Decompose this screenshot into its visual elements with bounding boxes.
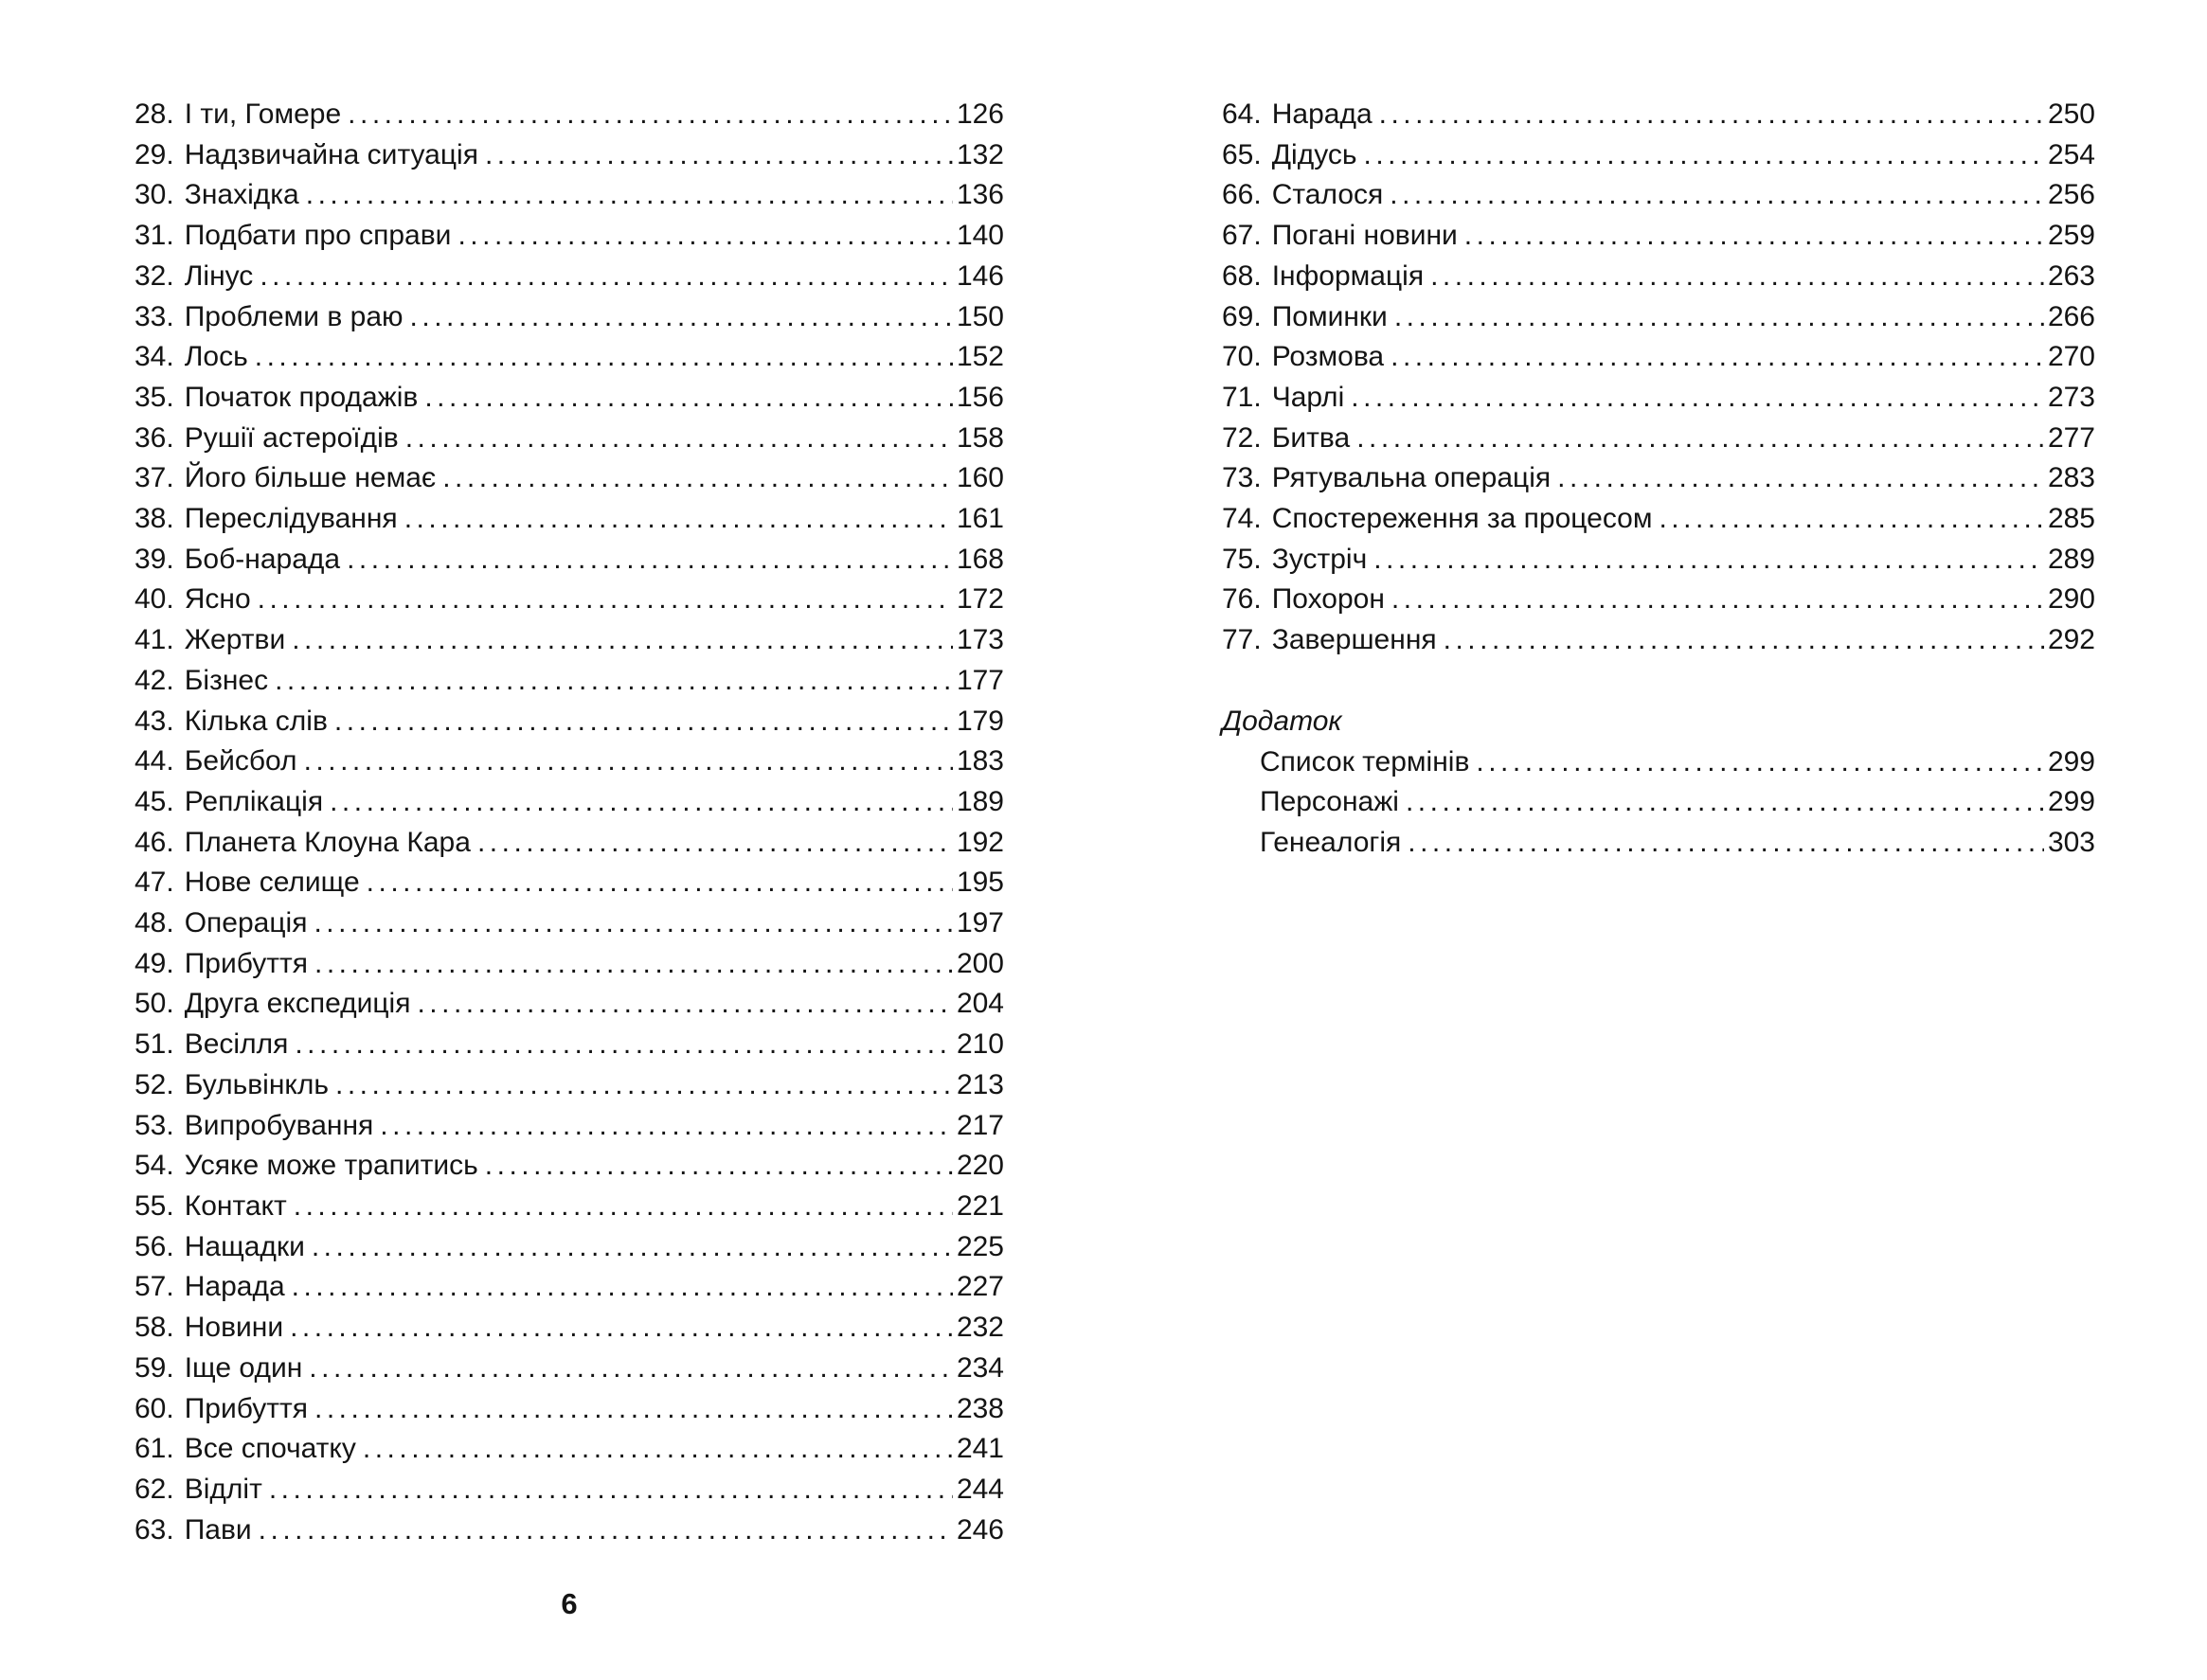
chapter-title: Дідусь [1271,138,1357,170]
dot-leader [458,216,953,257]
dot-leader [367,863,953,903]
chapter-number: 60. [135,1392,174,1424]
toc-entry [135,216,1004,257]
toc-entry [1222,297,2095,338]
chapter-page-number: 270 [2047,341,2095,373]
toc-entry [1222,458,2095,499]
chapter-page-number: 152 [956,341,1004,373]
toc-entry [135,1065,1004,1106]
chapter-page-number: 225 [956,1230,1004,1262]
chapter-title: Поминки [1271,300,1388,332]
chapter-title: Переслідування [184,503,398,535]
dot-leader [314,1389,953,1430]
chapter-number: 69. [1222,300,1262,332]
dot-leader [1391,337,2044,378]
chapter-number: 44. [135,745,174,777]
chapter-title: І ти, Гомере [184,98,342,130]
dot-leader [1444,620,2044,661]
toc-entry [135,1510,1004,1551]
chapter-title: Реплікація [184,785,324,817]
chapter-number: 64. [1222,98,1262,130]
chapter-page-number: 189 [956,785,1004,817]
appendix-section [1222,702,2095,864]
chapter-title: Рушії астероїдів [184,421,399,454]
chapter-page-number: 292 [2047,624,2095,656]
toc-entries-right [1222,95,2095,661]
chapter-page-number: 263 [2047,259,2095,292]
dot-leader [309,1349,953,1389]
chapter-title: Лінус [184,259,254,292]
chapter-page-number: 210 [956,1028,1004,1061]
dot-leader [1356,419,2044,459]
chapter-title: Розмова [1271,341,1385,373]
chapter-number: 67. [1222,220,1262,252]
toc-entry [135,1349,1004,1389]
dot-leader [417,984,952,1025]
dot-leader [304,742,953,782]
toc-entry [1222,216,2095,257]
chapter-page-number: 183 [956,745,1004,777]
chapter-number: 76. [1222,583,1262,616]
chapter-page-number: 217 [956,1109,1004,1141]
chapter-number: 57. [135,1271,174,1303]
chapter-number: 68. [1222,259,1262,292]
chapter-title: Інформація [1271,259,1425,292]
chapter-number: 59. [135,1351,174,1384]
chapter-page-number: 146 [956,259,1004,292]
chapter-page-number: 136 [956,179,1004,211]
toc-entry [135,1106,1004,1147]
chapter-page-number: 277 [2047,421,2095,454]
toc-entry [135,1389,1004,1430]
dot-leader [330,782,953,823]
appendix-entries [1222,742,2095,864]
chapter-page-number: 220 [956,1150,1004,1182]
chapter-number: 30. [135,179,174,211]
chapter-page-number: 256 [2047,179,2095,211]
chapter-title: Весілля [184,1028,289,1061]
dot-leader [380,1106,953,1147]
toc-entry [135,95,1004,135]
dot-leader [1351,378,2044,419]
chapter-title: Все спочатку [184,1433,356,1465]
page-number: 6 [561,1587,578,1620]
toc-entry [135,742,1004,782]
dot-leader [314,944,953,985]
chapter-title: Іще один [184,1351,303,1384]
dot-leader [1373,540,2044,581]
chapter-number: 75. [1222,543,1262,575]
chapter-title: Завершення [1271,624,1437,656]
dot-leader [292,620,953,661]
toc-entry [135,1470,1004,1510]
chapter-number: 33. [135,300,174,332]
chapter-number: 70. [1222,341,1262,373]
appendix-heading: Додаток [1222,705,1342,737]
chapter-page-number: 299 [2047,745,2095,777]
chapter-title: Нарада [184,1271,285,1303]
chapter-title: Випробування [184,1109,374,1141]
chapter-number: 72. [1222,421,1262,454]
chapter-title: Подбати про справи [184,220,452,252]
chapter-title: Погані новини [1271,220,1458,252]
chapter-number: 77. [1222,624,1262,656]
dot-leader [1391,580,2044,620]
dot-leader [1557,458,2044,499]
chapter-title: Битва [1271,421,1351,454]
chapter-number: 36. [135,421,174,454]
chapter-number: 42. [135,664,174,696]
chapter-title: Кілька слів [184,705,328,737]
dot-leader [442,458,953,499]
dot-leader [1464,216,2044,257]
chapter-title: Знахідка [184,179,299,211]
chapter-number: 52. [135,1068,174,1100]
dot-leader [1364,135,2044,176]
toc-entry [135,257,1004,297]
chapter-title: Бейсбол [184,745,297,777]
dot-leader [477,823,953,864]
chapter-number: 63. [135,1513,174,1546]
toc-entry [135,297,1004,338]
dot-leader [314,903,952,944]
chapter-title: Нове селище [184,867,360,899]
toc-column-right [1222,95,2095,864]
chapter-number: 40. [135,583,174,616]
chapter-number: 49. [135,947,174,979]
chapter-number: 53. [135,1109,174,1141]
chapter-number: 38. [135,503,174,535]
dot-leader [404,499,953,540]
chapter-title: Генеалогія [1260,826,1402,858]
chapter-page-number: 156 [956,381,1004,413]
toc-entry [135,1227,1004,1268]
dot-leader [485,135,953,176]
chapter-page-number: 221 [956,1189,1004,1222]
toc-entry [1222,378,2095,419]
chapter-page-number: 126 [956,98,1004,130]
toc-entry [135,419,1004,459]
toc-entry [135,782,1004,823]
chapter-number: 39. [135,543,174,575]
toc-entry [135,175,1004,216]
chapter-title: Нащадки [184,1230,305,1262]
dot-leader [275,661,953,702]
chapter-title: Нарада [1271,98,1373,130]
chapter-page-number: 227 [956,1271,1004,1303]
chapter-title: Його більше немає [184,462,437,494]
chapter-page-number: 213 [956,1068,1004,1100]
chapter-page-number: 172 [956,583,1004,616]
chapter-number: 34. [135,341,174,373]
chapter-number: 65. [1222,138,1262,170]
toc-entry [135,1025,1004,1065]
chapter-page-number: 289 [2047,543,2095,575]
toc-entry [135,337,1004,378]
toc-entry [1222,540,2095,581]
chapter-number: 71. [1222,381,1262,413]
chapter-title: Друга експедиція [184,988,411,1020]
chapter-title: Рятувальна операція [1271,462,1552,494]
toc-entry [1222,823,2095,864]
dot-leader [1408,823,2044,864]
chapter-number: 43. [135,705,174,737]
dot-leader [405,419,953,459]
chapter-number: 73. [1222,462,1262,494]
dot-leader [410,297,953,338]
toc-entry [135,944,1004,985]
chapter-page-number: 177 [956,664,1004,696]
chapter-page-number: 234 [956,1351,1004,1384]
chapter-page-number: 140 [956,220,1004,252]
toc-entry [1222,499,2095,540]
chapter-title: Бульвінкль [184,1068,329,1100]
chapter-number: 45. [135,785,174,817]
dot-leader [255,337,953,378]
chapter-number: 55. [135,1189,174,1222]
dot-leader [306,175,953,216]
toc-entry [135,1267,1004,1308]
dot-leader [1430,257,2044,297]
chapter-page-number: 285 [2047,503,2095,535]
chapter-title: Жертви [184,624,286,656]
dot-leader [269,1470,953,1510]
toc-entry [1222,175,2095,216]
chapter-page-number: 179 [956,705,1004,737]
chapter-page-number: 168 [956,543,1004,575]
chapter-number: 46. [135,826,174,858]
dot-leader [1406,782,2044,823]
toc-entry [135,1146,1004,1187]
dot-leader [1379,95,2044,135]
dot-leader [295,1025,953,1065]
chapter-number: 58. [135,1312,174,1344]
chapter-page-number: 160 [956,462,1004,494]
chapter-page-number: 259 [2047,220,2095,252]
toc-entry [1222,742,2095,783]
chapter-page-number: 244 [956,1473,1004,1505]
chapter-title: Планета Клоуна Кара [184,826,471,858]
toc-entry [135,823,1004,864]
toc-entry [135,499,1004,540]
chapter-number: 66. [1222,179,1262,211]
toc-entry [1222,95,2095,135]
chapter-title: Ясно [184,583,251,616]
toc-entry [135,661,1004,702]
chapter-title: Лось [184,341,248,373]
toc-entry [1222,337,2095,378]
chapter-page-number: 266 [2047,300,2095,332]
chapter-number: 28. [135,98,174,130]
dot-leader [1659,499,2043,540]
chapter-number: 37. [135,462,174,494]
chapter-number: 56. [135,1230,174,1262]
chapter-number: 41. [135,624,174,656]
chapter-number: 32. [135,259,174,292]
chapter-title: Пави [184,1513,252,1546]
toc-entry [1222,257,2095,297]
chapter-page-number: 241 [956,1433,1004,1465]
chapter-page-number: 192 [956,826,1004,858]
chapter-number: 51. [135,1028,174,1061]
chapter-number: 47. [135,867,174,899]
chapter-title: Боб-нарада [184,543,341,575]
chapter-title: Спостереження за процесом [1271,503,1653,535]
toc-entry [1222,620,2095,661]
toc-entry [135,580,1004,620]
chapter-title: Чарлі [1271,381,1345,413]
toc-entry [1222,419,2095,459]
chapter-title: Сталося [1271,179,1384,211]
chapter-title: Прибуття [184,947,308,979]
toc-entries-left [135,95,1004,1550]
toc-entry [135,540,1004,581]
dot-leader [1394,297,2044,338]
chapter-page-number: 303 [2047,826,2095,858]
chapter-page-number: 246 [956,1513,1004,1546]
chapter-number: 61. [135,1433,174,1465]
chapter-page-number: 290 [2047,583,2095,616]
dot-leader [290,1308,953,1349]
dot-leader [312,1227,953,1268]
toc-column-left [135,95,1004,1550]
chapter-title: Зустріч [1271,543,1368,575]
toc-entry [1222,782,2095,823]
dot-leader [335,1065,953,1106]
dot-leader [1476,742,2044,783]
chapter-page-number: 195 [956,867,1004,899]
chapter-page-number: 204 [956,988,1004,1020]
chapter-number: 74. [1222,503,1262,535]
chapter-title: Усяке може трапитись [184,1150,478,1182]
chapter-number: 29. [135,138,174,170]
dot-leader [292,1267,953,1308]
chapter-page-number: 254 [2047,138,2095,170]
toc-entry [135,702,1004,742]
chapter-title: Список термінів [1260,745,1470,777]
chapter-title: Операція [184,907,308,939]
chapter-page-number: 161 [956,503,1004,535]
chapter-number: 62. [135,1473,174,1505]
chapter-title: Проблеми в раю [184,300,404,332]
toc-entry [135,863,1004,903]
chapter-number: 50. [135,988,174,1020]
chapter-page-number: 299 [2047,786,2095,818]
dot-leader [348,95,953,135]
toc-entry [135,458,1004,499]
chapter-page-number: 173 [956,624,1004,656]
chapter-page-number: 197 [956,907,1004,939]
chapter-number: 54. [135,1150,174,1182]
toc-entry [1222,135,2095,176]
chapter-page-number: 273 [2047,381,2095,413]
chapter-page-number: 200 [956,947,1004,979]
toc-entry [135,903,1004,944]
toc-entry [1222,580,2095,620]
dot-leader [347,540,953,581]
chapter-page-number: 232 [956,1312,1004,1344]
chapter-title: Бізнес [184,664,269,696]
dot-leader [334,702,953,742]
toc-entry [135,984,1004,1025]
toc-entry [135,1429,1004,1470]
toc-entry [135,1187,1004,1227]
toc-entry [135,378,1004,419]
chapter-title: Похорон [1271,583,1385,616]
chapter-page-number: 250 [2047,98,2095,130]
toc-entry [135,135,1004,176]
dot-leader [485,1146,953,1187]
dot-leader [363,1429,953,1470]
chapter-page-number: 150 [956,300,1004,332]
chapter-title: Надзвичайна ситуація [184,138,478,170]
toc-entry [135,1308,1004,1349]
chapter-title: Відліт [184,1473,262,1505]
chapter-page-number: 238 [956,1392,1004,1424]
chapter-title: Персонажі [1260,786,1399,818]
chapter-page-number: 283 [2047,462,2095,494]
dot-leader [260,257,953,297]
chapter-number: 35. [135,381,174,413]
dot-leader [259,1510,953,1551]
chapter-number: 31. [135,220,174,252]
chapter-number: 48. [135,907,174,939]
chapter-title: Початок продажів [184,381,419,413]
chapter-page-number: 132 [956,138,1004,170]
chapter-title: Новини [184,1312,284,1344]
dot-leader [424,378,953,419]
chapter-title: Прибуття [184,1392,308,1424]
dot-leader [1390,175,2044,216]
dot-leader [258,580,953,620]
toc-entry [135,620,1004,661]
dot-leader [294,1187,953,1227]
chapter-page-number: 158 [956,421,1004,454]
chapter-title: Контакт [184,1189,287,1222]
